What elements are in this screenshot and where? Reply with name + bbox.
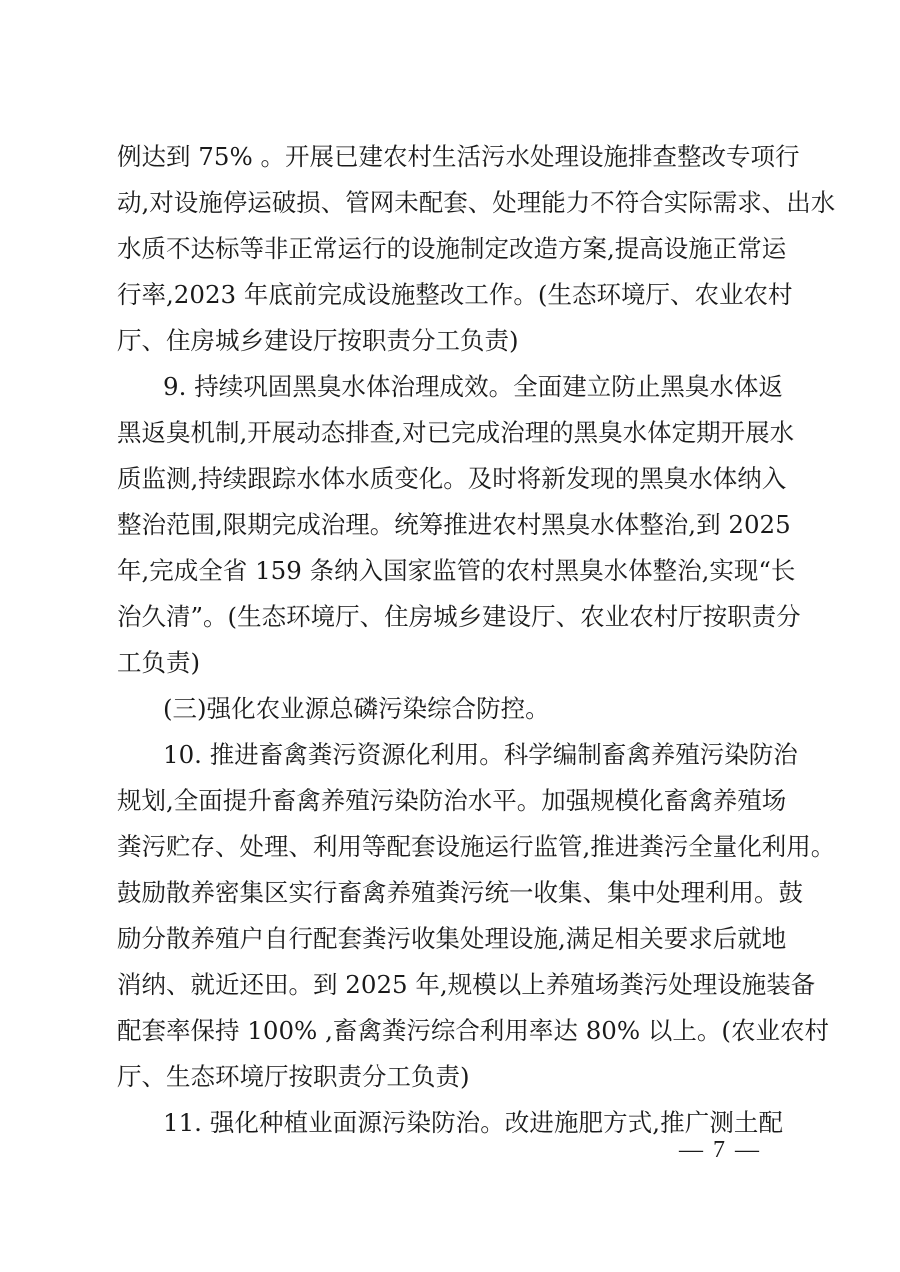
body-text-line: 鼓励散养密集区实行畜禽养殖粪污统一收集、集中处理利用。鼓 [117, 878, 803, 907]
body-text-line: 例达到 75% 。开展已建农村生活污水处理设施排查整改专项行 [117, 142, 800, 171]
body-text-line: 消纳、就近还田。到 2025 年,规模以上养殖场粪污处理设施装备 [117, 970, 816, 999]
body-text-line: 年,完成全省 159 条纳入国家监管的农村黑臭水体整治,实现“长 [117, 556, 796, 585]
paragraph-item-9-start: 9. 持续巩固黑臭水体治理成效。全面建立防止黑臭水体返 [163, 372, 783, 401]
body-text-line: 治久清”。(生态环境厅、住房城乡建设厅、农业农村厅按职责分 [117, 602, 801, 631]
body-text-line: 厅、生态环境厅按职责分工负责) [117, 1062, 470, 1091]
section-heading: (三)强化农业源总磷污染综合防控。 [163, 694, 550, 723]
body-text-line: 配套率保持 100% ,畜禽粪污综合利用率达 80% 以上。(农业农村 [117, 1016, 829, 1045]
body-text-line: 励分散养殖户自行配套粪污收集处理设施,满足相关要求后就地 [117, 924, 787, 953]
body-text-line: 质监测,持续跟踪水体水质变化。及时将新发现的黑臭水体纳入 [117, 464, 787, 493]
body-text-line: 整治范围,限期完成治理。统筹推进农村黑臭水体整治,到 2025 [117, 510, 791, 539]
body-text-line: 粪污贮存、处理、利用等配套设施运行监管,推进粪污全量化利用。 [117, 832, 836, 861]
body-text-line: 行率,2023 年底前完成设施整改工作。(生态环境厅、农业农村 [117, 280, 793, 309]
body-text-line: 黑返臭机制,开展动态排查,对已完成治理的黑臭水体定期开展水 [117, 418, 795, 447]
paragraph-item-10-start: 10. 推进畜禽粪污资源化利用。科学编制畜禽养殖污染防治 [163, 740, 798, 769]
body-text-line: 动,对设施停运破损、管网未配套、处理能力不符合实际需求、出水 [117, 188, 836, 217]
page-number: — 7 — [679, 1137, 761, 1163]
paragraph-item-11-start: 11. 强化种植业面源污染防治。改进施肥方式,推广测土配 [163, 1108, 783, 1137]
body-text-line: 工负责) [117, 648, 201, 677]
body-text-line: 规划,全面提升畜禽养殖污染防治水平。加强规模化畜禽养殖场 [117, 786, 787, 815]
body-text-line: 水质不达标等非正常运行的设施制定改造方案,提高设施正常运 [117, 234, 787, 263]
body-text-line: 厅、住房城乡建设厅按职责分工负责) [117, 326, 519, 355]
